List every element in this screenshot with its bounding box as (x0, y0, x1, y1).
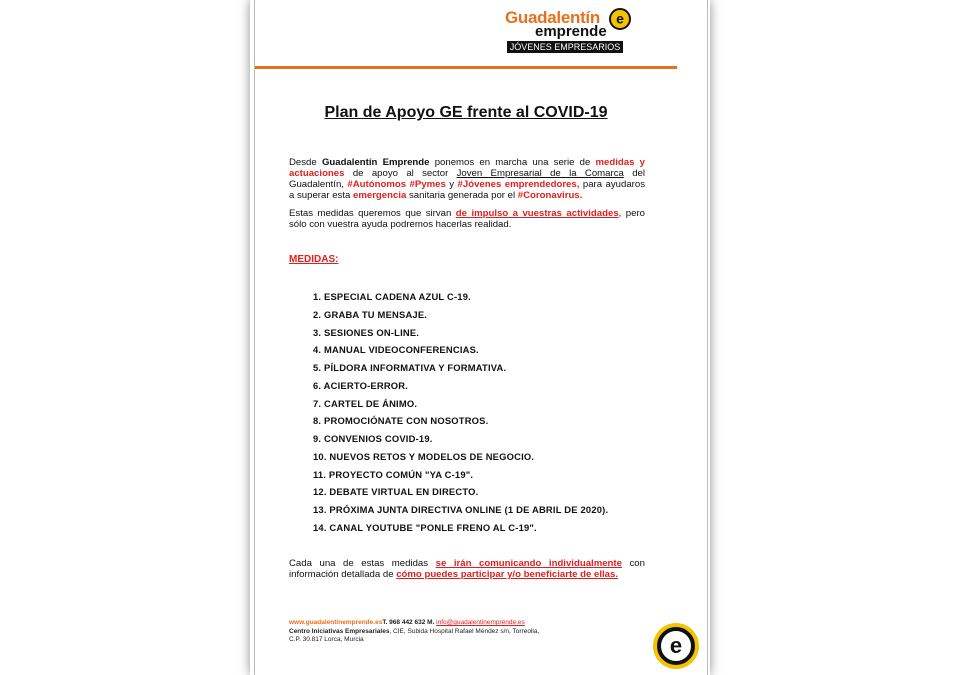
intro-hashtag-coronavirus: #Coronavirus. (517, 190, 583, 201)
logo-e-icon (609, 8, 631, 30)
list-item: 7. CARTEL DE ÁNIMO. (313, 397, 418, 409)
impulse-text-2: , pero sólo con vuestra ayuda podremos hacerlas realidad. (289, 208, 645, 230)
intro-text-6: para ayudaros a superar esta (289, 179, 646, 201)
impulse-text-1: Estas medidas queremos que sirvan (289, 208, 456, 219)
list-item: 6. ACIERTO-ERROR. (313, 379, 409, 391)
impulse-paragraph (289, 208, 645, 230)
logo-line2: emprende (535, 23, 607, 40)
list-item: 9. CONVENIOS COVID-19. (313, 433, 433, 444)
footer-center-name: Centro Iniciativas Empresariales (289, 627, 390, 635)
header-orange-rule (255, 66, 677, 69)
list-item: 3. SESIONES ON-LINE. (313, 326, 420, 338)
list-item: 14. CANAL YOUTUBE "PONLE FRENO AL C-19". (313, 521, 537, 533)
e-badge-icon (651, 621, 701, 671)
logo-e-letter: e (616, 10, 624, 27)
list-item: 8. PROMOCIÓNATE CON NOSOTROS. (313, 415, 489, 427)
document-page (254, 0, 708, 675)
list-item: 10. NUEVOS RETOS Y MODELOS DE NEGOCIO. (313, 450, 535, 462)
intro-hashtag-jovenes: #Jóvenes emprendedores, (457, 179, 580, 190)
intro-highlight-medidas: medidas y actuaciones (289, 157, 645, 179)
guadalentin-emprende-logo (505, 6, 635, 56)
list-item: 1. ESPECIAL CADENA AZUL C-19. (313, 291, 471, 302)
footer-website-link[interactable]: www.guadalentinemprende.es (289, 619, 383, 626)
intro-org-name: Guadalentín Emprende (321, 157, 430, 168)
intro-hashtag-autonomos: #Autónomos #Pymes (347, 179, 446, 190)
footer-email-link[interactable]: info@guadalentinemprende.es (436, 619, 525, 626)
closing-highlight-2: cómo puedes participar y/o beneficiarte de ellas. (396, 569, 619, 580)
closing-highlight-1: se irán comunicando individualmente (435, 558, 622, 569)
impulse-highlight: de impulso a vuestras actividades (455, 208, 619, 219)
footer-address: , CIE, Subida Hospital Rafael Méndez s/n, Torreolla, (389, 627, 540, 635)
page-title: Plan de Apoyo GE frente al COVID-19 (324, 104, 608, 121)
closing-text-1: Cada una de estas medidas (289, 558, 436, 569)
medidas-heading: MEDIDAS: (289, 254, 339, 265)
footer-line-2 (289, 628, 589, 637)
closing-paragraph (289, 558, 645, 580)
medidas-list (313, 291, 608, 540)
intro-highlight-emergencia: emergencia (353, 190, 407, 201)
intro-underlined-sector: Joven Empresarial de la Comarca (456, 168, 624, 179)
intro-text-2: ponemos en marcha una serie de (429, 157, 596, 168)
list-item: 11. PROYECTO COMÚN "YA C-19". (313, 468, 474, 480)
footer-line-1 (289, 619, 589, 628)
intro-text-5: y (445, 179, 458, 190)
intro-text-4: del Guadalentín, (289, 168, 645, 190)
list-item: 4. MANUAL VIDEOCONFERENCIAS. (313, 344, 479, 356)
list-item: 12. DEBATE VIRTUAL EN DIRECTO. (313, 486, 479, 498)
list-item: 5. PÍLDORA INFORMATIVA Y FORMATIVA. (313, 362, 507, 373)
list-item: 13. PRÓXIMA JUNTA DIRECTIVA ONLINE (1 DE ABRIL DE 2020). (313, 504, 609, 515)
footer-phone: T. 968 442 632 M. (382, 619, 437, 626)
badge-letter: e (669, 633, 683, 658)
intro-paragraph (289, 157, 645, 201)
logo-tagline: JÓVENES EMPRESARIOS (507, 41, 623, 53)
intro-text-3: de apoyo al sector (344, 168, 457, 179)
list-item: 2. GRABA TU MENSAJE. (313, 308, 428, 320)
intro-text-7: sanitaria generada por el (406, 190, 518, 201)
footer-contact (289, 619, 589, 645)
closing-text-2: con información detallada de (289, 558, 645, 580)
intro-text-1: Desde (289, 157, 322, 168)
logo-line1: Guadalentín (505, 8, 600, 27)
footer-city: C.P. 30.817 Lorca, Murcia (289, 636, 364, 643)
